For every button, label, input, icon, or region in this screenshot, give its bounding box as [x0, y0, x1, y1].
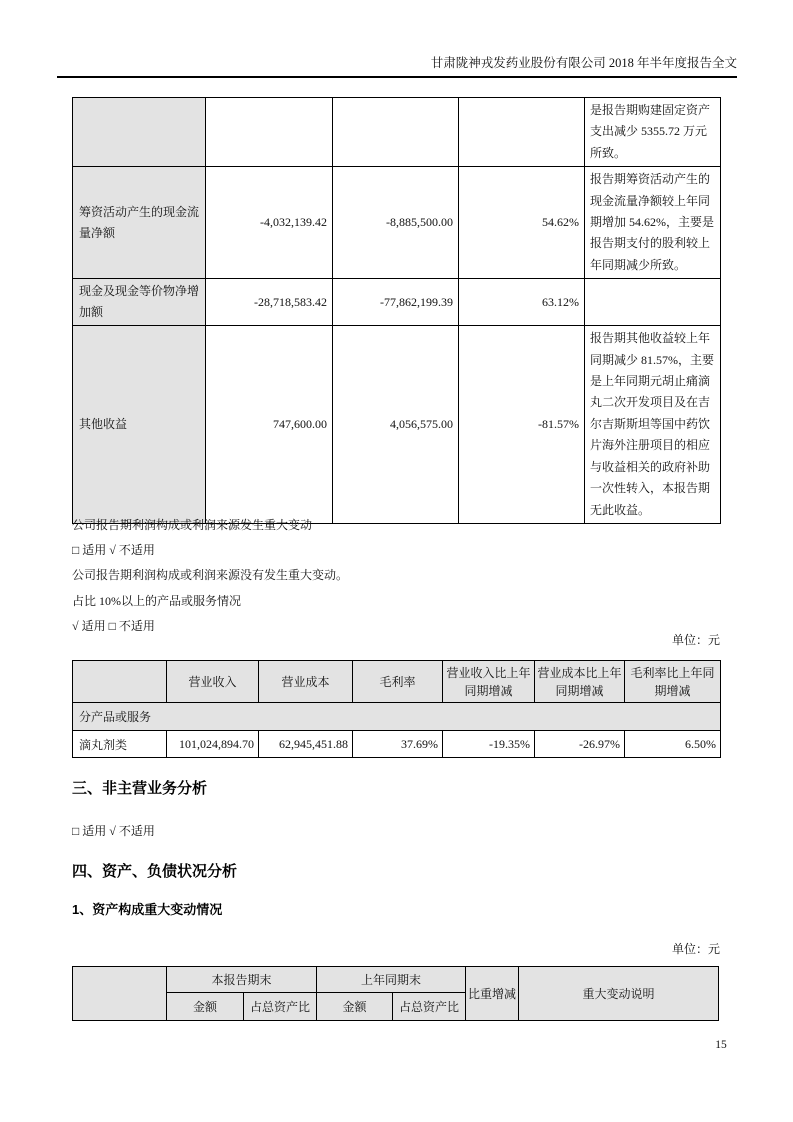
row-label-cell: 现金及现金等价物净增加额 — [73, 279, 206, 326]
page-number: 15 — [715, 1039, 727, 1051]
current-amount-cell: -4,032,139.42 — [206, 167, 333, 279]
group-label-cell: 分产品或服务 — [73, 703, 721, 731]
header-cost: 营业成本 — [259, 661, 353, 703]
paragraph-line: 公司报告期利润构成或利润来源没有发生重大变动。 — [72, 568, 349, 583]
table-row — [73, 98, 721, 167]
table-row — [73, 731, 721, 758]
unit-label: 单位：元 — [671, 942, 720, 956]
header-weight-change: 比重增减 — [466, 967, 519, 1021]
subsection-heading-asset-changes: 1、资产构成重大变动情况 — [72, 902, 223, 917]
current-amount-cell — [206, 98, 333, 167]
remark-cell: 报告期筹资活动产生的现金流量净额较上年同期增加 54.62%，主要是报告期支付的股利较上年同期减少所致。 — [585, 167, 721, 279]
paragraph-line: 占比 10%以上的产品或服务情况 — [72, 593, 241, 608]
header-revenue: 营业收入 — [167, 661, 259, 703]
header-prior-period-group: 上年同期末 — [317, 967, 466, 993]
header-amount: 金额 — [317, 993, 393, 1021]
prior-amount-cell: -77,862,199.39 — [333, 279, 459, 326]
products-table — [72, 660, 721, 758]
header-ratio: 占总资产比 — [393, 993, 466, 1021]
section-heading-nonmain-business: 三、非主营业务分析 — [72, 780, 208, 797]
table-header-row — [73, 661, 721, 703]
cost-yoy-cell: -26.97% — [535, 731, 625, 758]
applicable-checkbox-line: √ 适用 □ 不适用 — [72, 618, 155, 633]
header-cost-yoy: 营业成本比上年同期增减 — [535, 661, 625, 703]
report-title: 甘肃陇神戎发药业股份有限公司 2018 年半年度报告全文 — [430, 56, 737, 70]
table-row — [73, 279, 721, 326]
prior-amount-cell: 4,056,575.00 — [333, 326, 459, 524]
header-current-period-group: 本报告期末 — [167, 967, 317, 993]
remark-cell: 报告期其他收益较上年同期减少 81.57%，主要是上年同期元胡止痛滴丸二次开发项目及在吉尔吉斯斯坦等国中药饮片海外注册项目的相应与收益相关的政府补助一次性转入，本报告期无此收益。 — [585, 326, 721, 524]
header-empty-cell — [73, 661, 167, 703]
remark-cell — [585, 279, 721, 326]
applicable-checkbox-line: □ 适用 √ 不适用 — [72, 543, 155, 558]
header-major-change-note: 重大变动说明 — [519, 967, 719, 1021]
section-heading-assets-liabilities: 四、资产、负债状况分析 — [72, 863, 238, 880]
cost-cell: 62,945,451.88 — [259, 731, 353, 758]
header-margin-yoy: 毛利率比上年同期增减 — [625, 661, 721, 703]
table-row — [73, 167, 721, 279]
cashflow-table — [72, 97, 721, 524]
current-amount-cell: -28,718,583.42 — [206, 279, 333, 326]
applicable-checkbox-line: □ 适用 √ 不适用 — [72, 824, 155, 838]
revenue-yoy-cell: -19.35% — [443, 731, 535, 758]
header-ratio: 占总资产比 — [244, 993, 317, 1021]
yoy-change-cell: -81.57% — [459, 326, 585, 524]
yoy-change-cell: 63.12% — [459, 279, 585, 326]
row-label-cell — [73, 98, 206, 167]
unit-label: 单位：元 — [671, 633, 720, 647]
table-row — [73, 326, 721, 524]
yoy-change-cell: 54.62% — [459, 167, 585, 279]
group-row — [73, 703, 721, 731]
header-revenue-yoy: 营业收入比上年同期增减 — [443, 661, 535, 703]
assets-table — [72, 966, 719, 1021]
header-empty-cell — [73, 967, 167, 1021]
header-amount: 金额 — [167, 993, 244, 1021]
margin-yoy-cell: 6.50% — [625, 731, 721, 758]
product-label-cell: 滴丸剂类 — [73, 731, 167, 758]
table-header-row — [73, 967, 719, 993]
header-gross-margin: 毛利率 — [353, 661, 443, 703]
prior-amount-cell: -8,885,500.00 — [333, 167, 459, 279]
yoy-change-cell — [459, 98, 585, 167]
current-amount-cell: 747,600.00 — [206, 326, 333, 524]
gross-margin-cell: 37.69% — [353, 731, 443, 758]
remark-cell: 是报告期购建固定资产支出减少 5355.72 万元所致。 — [585, 98, 721, 167]
page-header — [57, 55, 737, 78]
row-label-cell: 筹资活动产生的现金流量净额 — [73, 167, 206, 279]
row-label-cell: 其他收益 — [73, 326, 206, 524]
prior-amount-cell — [333, 98, 459, 167]
profit-change-paragraphs — [72, 513, 720, 639]
revenue-cell: 101,024,894.70 — [167, 731, 259, 758]
paragraph-line: 公司报告期利润构成或利润来源发生重大变动 — [72, 518, 313, 532]
